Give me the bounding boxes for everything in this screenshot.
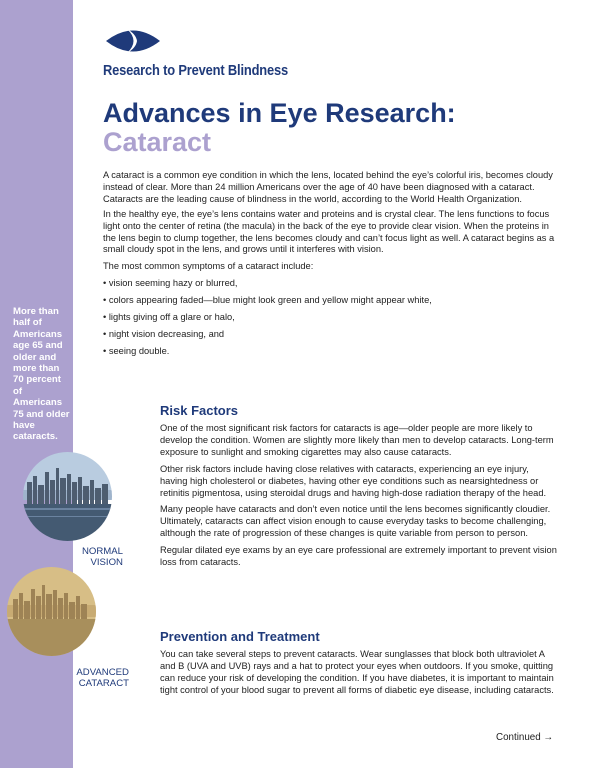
normal-vision-image <box>23 452 112 541</box>
risk-factors-body <box>160 423 558 569</box>
intro-paragraph-1: A cataract is a common eye condition in which the lens, located behind the eye’s colorful iris, becomes cloudy instead of clear. More than 24 million Americans over the age of 40 have been diagnosed with a cataract. Cataracts are the leading cause of blindness in the world, according to the World Health Organization. <box>103 170 553 204</box>
eye-logo-icon <box>104 26 162 61</box>
risk-paragraph-2: Other risk factors include having close relatives with cataracts, experiencing an eye injury, having high cholesterol or diabetes, having other eye conditions such as nearsightedness or retinitis pigmentosa, using steroidal drugs and having high-dose radiation therapy of the head. <box>160 463 547 498</box>
prevention-body <box>160 649 558 697</box>
prevention-paragraph: You can take several steps to prevent cataracts. Wear sunglasses that block both ultraviolet A and B (UVA and UVB) rays and a hat to protect your eyes when outdoors. If you smoke, quitting can reduce your risk of developing the condition. If you have diabetes, it is important to maintain tight control of your blood sugar to prevent all forms of diabetic eye disease, including cataracts. <box>160 649 554 695</box>
risk-paragraph-1: One of the most significant risk factors for cataracts is age—older people are more likely to develop the condition. Women are slightly more likely than men to develop cataracts. Long-term exposure to sunlight and smoking cigarettes may also cause cataracts. <box>160 423 554 457</box>
advanced-cataract-label <box>49 667 129 689</box>
advanced-cataract-image <box>7 567 96 656</box>
side-note: More than half of Americans age 65 and older and more than 70 percent of Americans 75 and older have cataracts. <box>13 306 70 443</box>
risk-paragraph-3: Many people have cataracts and don’t even notice until the lens becomes significantly cloudier. Ultimately, cataracts can affect vision enough to cause everyday tasks to become challenging, although the rate of progression of these changes is quite variable from person to person. <box>160 504 551 539</box>
page-subtitle: Cataract <box>103 127 212 157</box>
symptom-item: • seeing double. <box>103 345 170 356</box>
normal-vision-label <box>43 546 123 568</box>
intro-body <box>103 170 560 358</box>
normal-label-line1: NORMAL <box>81 546 123 557</box>
continued-link[interactable]: Continued → <box>496 732 554 743</box>
risk-paragraph-4: Regular dilated eye exams by an eye care professional are extremely important to prevent vision loss from cataracts. <box>160 545 557 568</box>
risk-factors-heading: Risk Factors <box>160 403 239 418</box>
symptom-item: • colors appearing faded—blue might look green and yellow might appear white, <box>103 295 432 306</box>
symptom-item: • night vision decreasing, and <box>103 328 225 339</box>
intro-paragraph-2: In the healthy eye, the eye’s lens contains water and proteins and is crystal clear. The lens functions to focus light onto the center of retina (the macula) in the back of the eye to provide clear vision. When the proteins in the lens begin to clump together, the lens becomes cloudy and can’t focus light as well. A cataract begins as a small cloudy spot in the lens, and grows until it interferes with vision. <box>103 208 555 255</box>
intro-paragraph-3: The most common symptoms of a cataract include: <box>103 261 314 272</box>
normal-label-line2: VISION <box>90 557 123 568</box>
symptom-item: • lights giving off a glare or halo, <box>103 312 235 323</box>
advanced-label-line1: ADVANCED <box>76 667 129 678</box>
page-title: Advances in Eye Research: <box>103 98 456 128</box>
prevention-heading: Prevention and Treatment <box>160 629 320 644</box>
logo-text: Research to Prevent Blindness <box>103 62 289 79</box>
symptom-item: • vision seeming hazy or blurred, <box>103 278 238 289</box>
advanced-label-line2: CATARACT <box>78 678 129 689</box>
